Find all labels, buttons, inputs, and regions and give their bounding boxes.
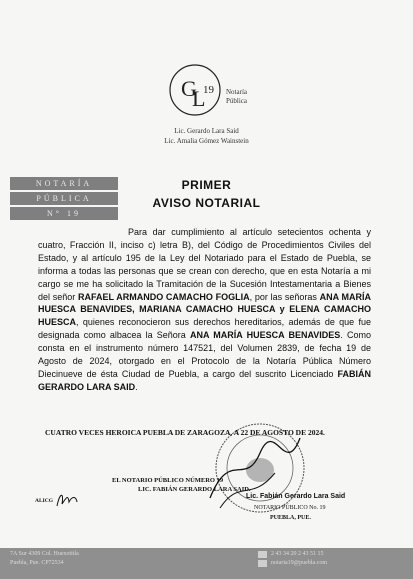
svg-text:G: G [181, 76, 197, 101]
notary-name: FABIÁN GERARDO LARA SAID [38, 368, 371, 392]
logo-publica: Pública [226, 97, 247, 105]
notice-body [38, 226, 371, 394]
footer-bar [0, 548, 413, 579]
footer-phones: 2 43 34 20 2 43 51 15 [271, 551, 324, 557]
body-intro: Para dar cumplimiento al artículo setecientos ochenta y cuatro, Fracción II, inciso c) letra B), del Código de Procedimientos Civiles del Estado, y al artículo 195 de la Ley del Notariado para el Estado de Puebla, se informa a todas las personas que se crean con derecho, que en esta Notaría a mi cargo se me ha solicitado la Tramitación de la Sucesión Intestamentaria a Bienes del señor [38, 227, 371, 302]
heirs-names: ANA MARÍA HUESCA BENAVIDES, MARIANA CAMACHO HUESCA y ELENA CAMACHO HUESCA [38, 291, 371, 328]
deceased-name: RAFAEL ARMANDO CAMACHO FOGLIA [77, 291, 250, 302]
title-primer: PRIMER [181, 178, 232, 192]
svg-text:19: 19 [203, 84, 214, 96]
body-end: . [135, 381, 138, 392]
initials-signature [54, 488, 80, 510]
logo-mark [168, 60, 228, 120]
initials-label: ALICG [35, 498, 54, 504]
notary-logo [168, 60, 258, 120]
body-mid-3: . Como consta en el instrumento número 147521, del Volumen 2839, de fecha 19 de Agosto de 2024, otorgado en el Protocolo de la Notaría Pública Número Diecinueve de ésta Ciudad de Puebla, a cargo del suscrito Licenciado [38, 330, 371, 379]
body-mid-1: , por las señoras [249, 291, 317, 302]
notary-name-1: Lic. Gerardo Lara Said [174, 127, 239, 135]
side-tag-notaria: NOTARÍA [10, 177, 118, 190]
body-mid-2: , quienes reconocieron sus derechos hereditarios, además de que fue designada como albacea la Señora [38, 317, 371, 341]
logo-notaria: Notaría [226, 88, 247, 96]
footer-address: 7A Sur 4309 Col. Huexotitla [10, 551, 79, 557]
signature-title: EL NOTARIO PÚBLICO NÚMERO 19 [112, 477, 224, 484]
notary-name-2: Lic. Amalia Gómez Wainstein [164, 137, 249, 145]
footer-email: notaria19@puebla.com [271, 560, 328, 566]
executor-name: ANA MARÍA HUESCA BENAVIDES [189, 330, 341, 341]
phone-icon [258, 551, 267, 558]
date-line: CUATRO VECES HEROICA PUEBLA DE ZARAGOZA, A 22 DE AGOSTO DE 2024. [45, 428, 325, 437]
stamp-name: Lic. Fabián Gerardo Lara Said [246, 493, 346, 500]
side-tag-publica: PÚBLICA [10, 192, 118, 205]
side-tag-number: N° 19 [10, 207, 118, 220]
stamp-city: PUEBLA, PUE. [270, 515, 311, 521]
svg-text:L: L [192, 86, 206, 111]
footer-city: Puebla, Pue. CP72534 [10, 560, 64, 566]
email-icon [258, 560, 267, 567]
signature-name: LIC. FABIÁN GERARDO LARA SAID. [138, 486, 251, 493]
title-aviso-notarial: AVISO NOTARIAL [152, 196, 261, 210]
stamp-title: NOTARIO PÚBLICO No. 19 [254, 505, 326, 511]
